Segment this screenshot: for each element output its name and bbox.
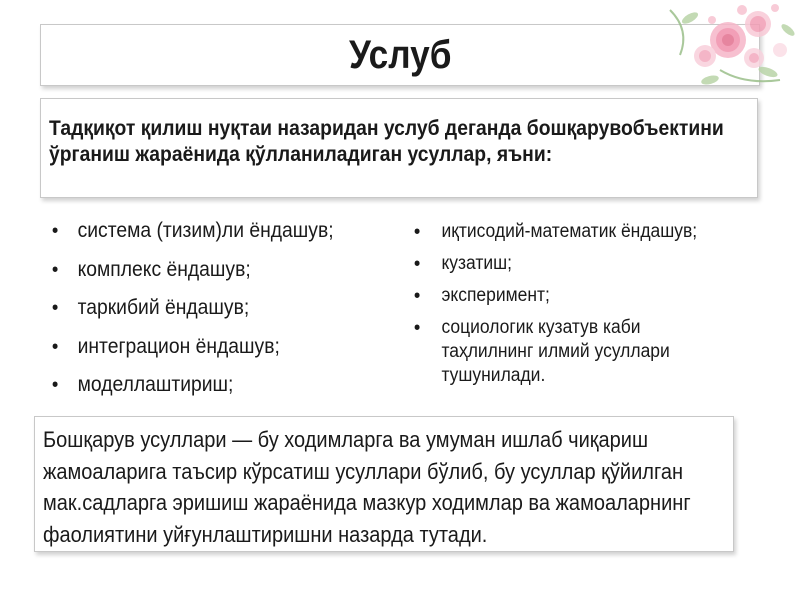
list-item xyxy=(50,295,381,334)
bullet: • xyxy=(413,285,421,307)
list-item xyxy=(50,257,381,296)
list-item-text: интеграцион ёндашув; xyxy=(77,334,280,358)
summary-box xyxy=(34,416,734,552)
bullet: • xyxy=(413,221,421,243)
bullet: • xyxy=(51,297,59,319)
list-item xyxy=(412,220,725,244)
flower-decoration-icon xyxy=(650,0,800,96)
intro-text: Тадқиқот қилиш нуқтаи назаридан услуб деганда бошқарувобъектини ўрганиш жараёнида қўлланиладиган усуллар, яъни: xyxy=(49,117,724,166)
bullet: • xyxy=(413,253,421,275)
bullet: • xyxy=(51,374,59,396)
list-item-text: иқтисодий-математик ёндашув; xyxy=(441,221,698,242)
list-item-text: система (тизим)ли ёндашув; xyxy=(77,219,334,242)
slide-title: Услуб xyxy=(348,32,452,77)
list-item xyxy=(412,316,725,388)
list-item-text: таркибий ёндашув; xyxy=(77,296,250,319)
methods-list-right xyxy=(412,220,752,396)
methods-list-left xyxy=(50,218,410,411)
list-item-text: моделлаштириш; xyxy=(77,373,234,396)
intro-box xyxy=(40,98,758,198)
list-item xyxy=(50,372,381,411)
list-item xyxy=(50,218,381,257)
list-item-text: эксперимент; xyxy=(441,285,550,306)
list-item xyxy=(412,284,725,308)
bullet: • xyxy=(51,335,59,358)
list-item xyxy=(412,252,725,276)
bullet: • xyxy=(413,317,421,339)
list-item xyxy=(50,334,381,373)
bullet: • xyxy=(51,220,59,242)
list-item-text: кузатиш; xyxy=(441,253,513,274)
list-item-text: комплекс ёндашув; xyxy=(77,257,251,281)
summary-text: Бошқарув усуллари — бу ходимларга ва умуман ишлаб чиқариш жамоаларига таъсир кўрсатиш усуллари бўлиб, бу усуллар қўйилган мак.садларга эришиш жараёнида мазкур ходимлар ва жамоаларнинг фаолиятини уйғунлаштиришни назарда тутади. xyxy=(43,427,691,547)
bullet: • xyxy=(51,258,59,281)
list-item-text: социологик кузатув каби таҳлилнинг илмий усуллари тушунилади. xyxy=(441,317,670,386)
